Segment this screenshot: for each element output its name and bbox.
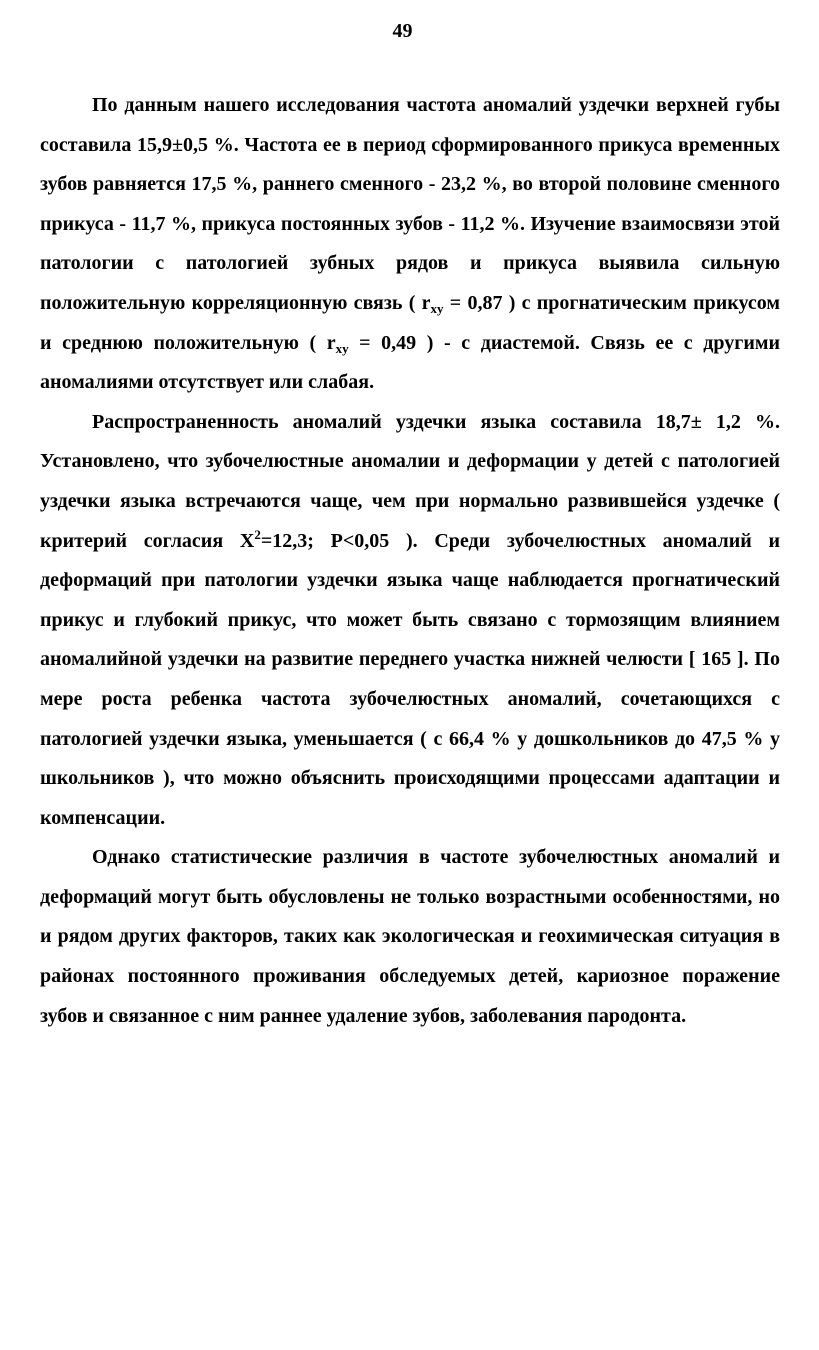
paragraph-text: =12,3; P<0,05 ). Среди зубочелюстных аномалий и деформаций при патологии уздечки языка чаще наблюдается прогнатический прикус и глубокий прикус, что может быть связано с тормозящим влиянием аномалийной уздечки на развитие переднего участка нижней челюсти [ 165 ]. По мере роста ребенка частота зубочелюстных аномалий, сочетающихся с патологией уздечки языка, уменьшается ( с 66,4 % у дошкольников до 47,5 % у школьников ), что можно объяснить происходящими процессами адаптации и компенсации. bbox=[40, 529, 780, 829]
page-number: 49 bbox=[392, 20, 413, 42]
paragraph-text: Однако статистические различия в частоте зубочелюстных аномалий и деформаций могут быть обусловлены не только возрастными особенностями, но и рядом других факторов, таких как экологическая и геохимическая ситуация в районах постоянного проживания обследуемых детей, кариозное поражение зубов и связанное с ним раннее удаление зубов, заболевания пародонта. bbox=[40, 846, 780, 1027]
paragraph-text: Распространенность аномалий уздечки языка составила 18,7± 1,2 %. Установлено, что зубочелюстные аномалии и деформации у детей с патологией уздечки языка встречаются чаще, чем при нормально развившейся уздечке ( критерий согласия X bbox=[40, 410, 780, 552]
paragraph-upper-lip-frenulum bbox=[40, 86, 780, 403]
paragraph-text: = 0,87 ) с прогнатическим прикусом и среднюю положительную ( r bbox=[40, 291, 780, 354]
document-body bbox=[40, 86, 780, 1036]
paragraph-text: = 0,49 ) - с диастемой. Связь ее с другими аномалиями отсутствует или слабая. bbox=[40, 331, 780, 394]
paragraph-tongue-frenulum bbox=[40, 403, 780, 839]
subscript-xy: xy bbox=[335, 340, 349, 356]
paragraph-statistical-differences bbox=[40, 838, 780, 1036]
superscript-2: 2 bbox=[254, 526, 261, 542]
paragraph-text: По данным нашего исследования частота аномалий уздечки верхней губы составила 15,9±0,5 %. Частота ее в период сформированного прикуса временных зубов равняется 17,5 %, раннего сменного - 23,2 %, во второй половине сменного прикуса - 11,7 %, прикуса постоянных зубов - 11,2 %. Изучение взаимосвязи этой патологии с патологией зубных рядов и прикуса выявила сильную положительную корреляционную связь ( r bbox=[40, 94, 780, 314]
subscript-xy: xy bbox=[430, 300, 444, 316]
